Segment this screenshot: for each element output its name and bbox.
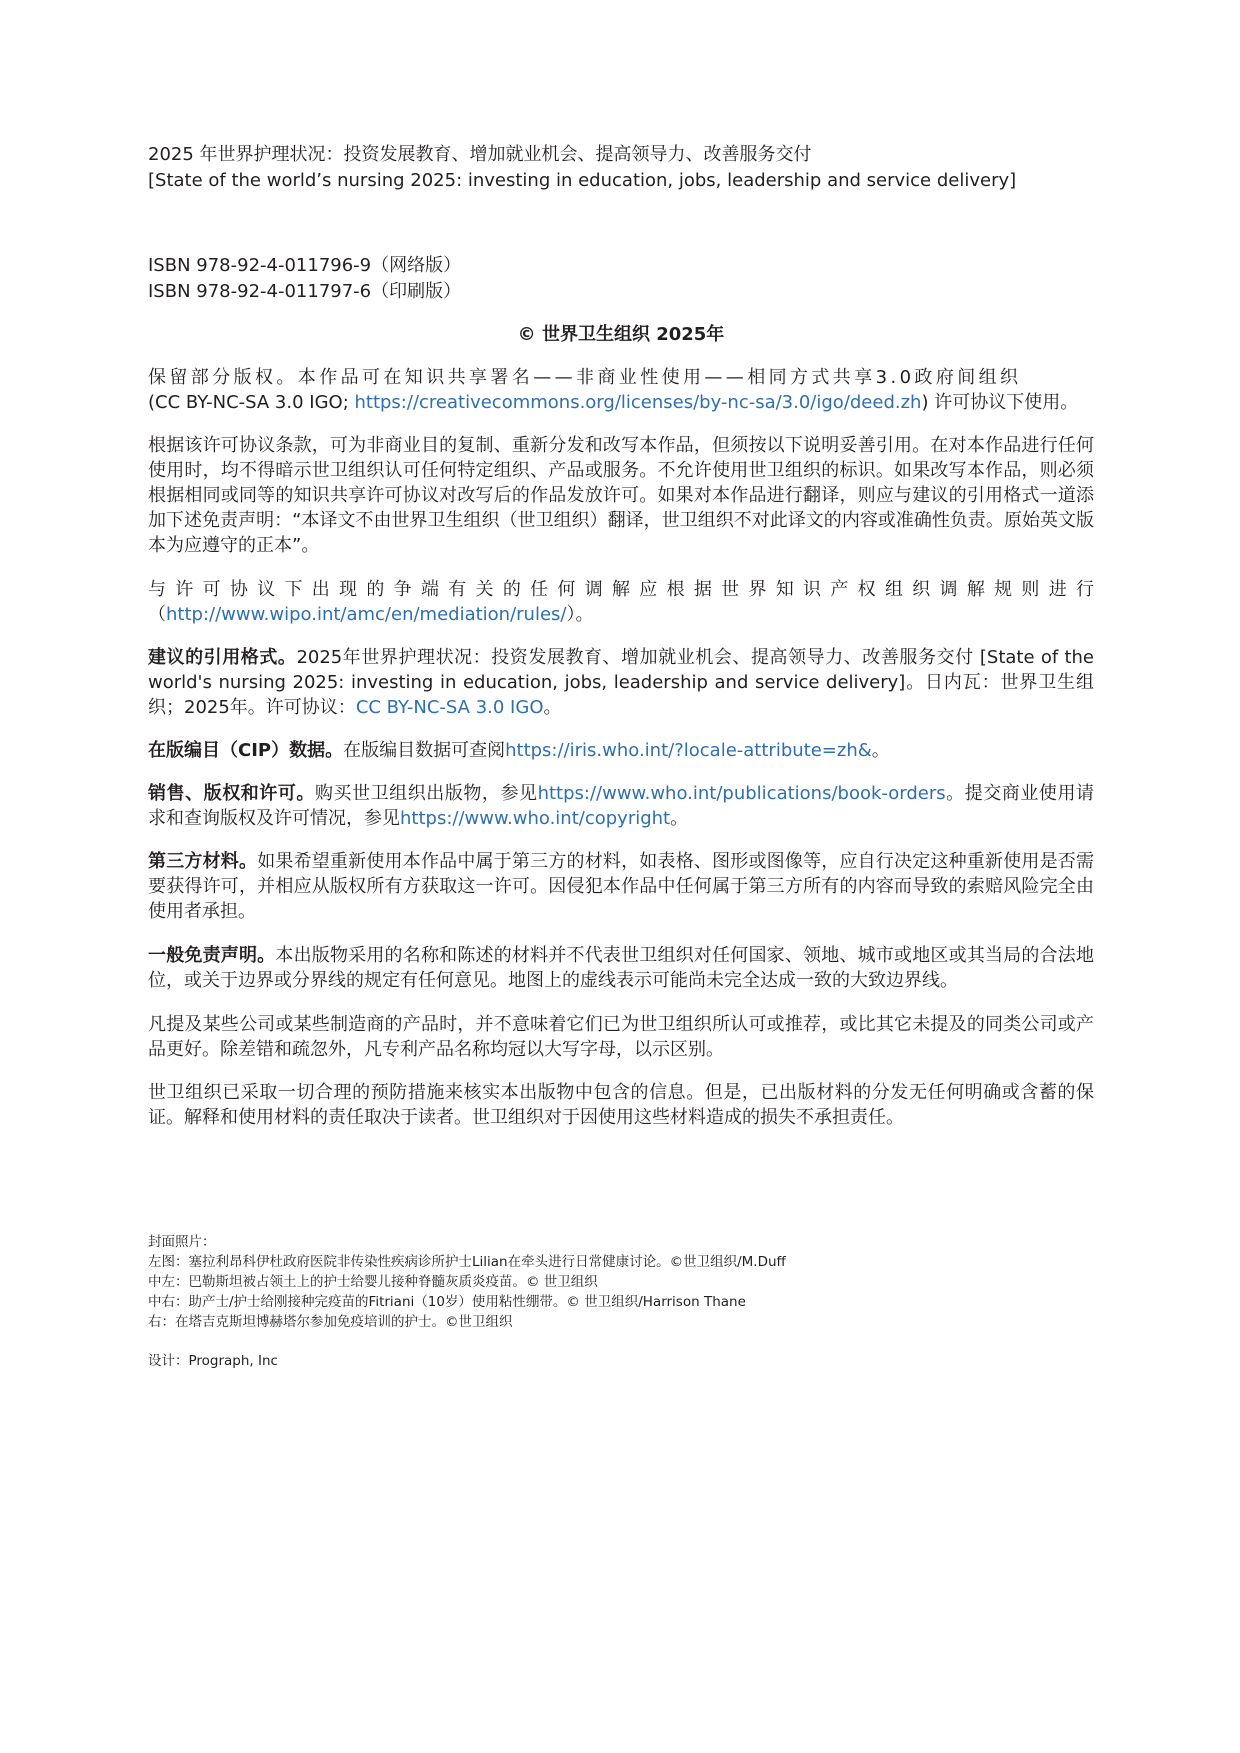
license-link[interactable]: https://creativecommons.org/licenses/by-nc-sa/3.0/igo/deed.zh: [354, 392, 922, 413]
third-party-block: [148, 849, 1094, 924]
citation-paragraph: [148, 645, 1094, 720]
cip-lead: 在版编目（CIP）数据。: [148, 740, 344, 761]
terms-paragraph: 根据该许可协议条款，可为非商业目的复制、重新分发和改写本作品，但须按以下说明妥善引用。在对本作品进行任何使用时，均不得暗示世卫组织认可任何特定组织、产品或服务。不允许使用世卫组织的标识。如果改写本作品，则必须根据相同或同等的知识共享许可协议对改写后的作品发放许可。如果对本作品进行翻译，则应与建议的引用格式一道添加下述免责声明：“本译文不由世界卫生组织（世卫组织）翻译，世卫组织不对此译文的内容或准确性负责。原始英文版本为应遵守的正本”。: [148, 435, 1094, 556]
isbn-print: ISBN 978-92-4-011797-6（印刷版）: [148, 281, 462, 302]
copyright-line: © 世界卫生组织 2025年: [517, 324, 725, 345]
license-line-2: [148, 390, 1094, 415]
sales-paragraph: [148, 781, 1094, 831]
license-pre: (CC BY-NC-SA 3.0 IGO;: [148, 392, 355, 413]
book-orders-link[interactable]: https://www.who.int/publications/book-orders: [537, 783, 946, 804]
disclaimer-text: 本出版物采用的名称和陈述的材料并不代表世卫组织对任何国家、领地、城市或地区或其当局的合法地位，或关于边界或分界线的规定有任何意见。地图上的虚线表示可能尚未完全达成一致的大致边界线。: [148, 945, 1094, 991]
cover-credits: [148, 1232, 1094, 1332]
sales-post: 。: [670, 808, 689, 829]
cover-credit-middle-left: 中左：巴勒斯坦被占领土上的护士给婴儿接种脊髓灰质炎疫苗。© 世卫组织: [148, 1274, 598, 1290]
third-party-text: 如果希望重新使用本作品中属于第三方的材料，如表格、图形或图像等，应自行决定这种重新使用是否需要获得许可，并相应从版权所有方获取这一许可。因侵犯本作品中任何属于第三方所有的内容而导致的索赔风险完全由使用者承担。: [148, 851, 1095, 922]
cip-block: [148, 738, 1094, 763]
title-en: [State of the world’s nursing 2025: investing in education, jobs, leadership and service delivery]: [148, 170, 1017, 191]
mediation-link[interactable]: http://www.wipo.int/amc/en/mediation/rules/: [166, 604, 567, 625]
title-block: [148, 142, 1094, 194]
sales-lead: 销售、版权和许可。: [148, 783, 315, 804]
third-party-lead: 第三方材料。: [148, 851, 258, 872]
citation-post: 。: [543, 697, 562, 718]
terms-block: [148, 433, 1094, 558]
mediation-text: 与许可协议下出现的争端有关的任何调解应根据世界知识产权组织调解规则进行 （: [148, 579, 1094, 625]
license-post: ) 许可协议下使用。: [921, 392, 1079, 413]
license-paragraph: [148, 365, 1094, 415]
isbn-block: [148, 253, 1094, 305]
sales-block: [148, 781, 1094, 831]
disclaimer-lead: 一般免责声明。: [148, 945, 276, 966]
mediation-block: [148, 577, 1094, 627]
cip-paragraph: [148, 738, 1094, 763]
disclaimer-paragraph: [148, 943, 1094, 993]
copyright-link[interactable]: https://www.who.int/copyright: [400, 808, 671, 829]
citation-text: 2025年世界护理状况：投资发展教育、增加就业机会、提高领导力、改善服务交付 [State of the world's nursing 2025: investing in education, jobs, leadership and service delivery]。日内瓦：世界卫生组织；2025年。许可协议：: [148, 647, 1095, 718]
precautions-block: [148, 1080, 1094, 1130]
cover-credit-right: 右：在塔吉克斯坦博赫塔尔参加免疫培训的护士。©世卫组织: [148, 1314, 513, 1330]
companies-block: [148, 1012, 1094, 1062]
citation-lead: 建议的引用格式。: [148, 647, 297, 668]
mediation-post: ）。: [566, 604, 594, 625]
citation-block: [148, 645, 1094, 720]
isbn-web: ISBN 978-92-4-011796-9（网络版）: [148, 255, 462, 276]
copyright-block: [148, 322, 1094, 348]
design-credit: 设计：Prograph, Inc: [148, 1353, 278, 1369]
mediation-paragraph: [148, 577, 1094, 627]
sales-text-1: 购买世卫组织出版物，参见: [314, 783, 538, 804]
disclaimer-block: [148, 943, 1094, 993]
title-zh: 2025 年世界护理状况：投资发展教育、增加就业机会、提高领导力、改善服务交付: [148, 144, 812, 165]
third-party-paragraph: [148, 849, 1094, 924]
cover-heading: 封面照片：: [148, 1234, 216, 1250]
cover-credit-middle-right: 中右：助产士/护士给刚接种完疫苗的Fitriani（10岁）使用粘性绷带。© 世卫组织/Harrison Thane: [148, 1294, 746, 1310]
cip-post: 。: [871, 740, 890, 761]
precautions-paragraph: 世卫组织已采取一切合理的预防措施来核实本出版物中包含的信息。但是，已出版材料的分发无任何明确或含蓄的保证。解释和使用材料的责任取决于读者。世卫组织对于因使用这些材料造成的损失不承担责任。: [148, 1082, 1094, 1128]
license-line-1: 保留部分版权。本作品可在知识共享署名——非商业性使用——相同方式共享3.0政府间组织: [148, 367, 1022, 388]
cover-credit-left: 左图：塞拉利昂科伊杜政府医院非传染性疾病诊所护士Lilian在牵头进行日常健康讨论。©世卫组织/M.Duff: [148, 1254, 786, 1270]
sales-text-2: 。提交商业使用请求和查询版权及许可情况，参见: [148, 783, 1095, 829]
cip-link[interactable]: https://iris.who.int/?locale-attribute=zh&: [505, 740, 872, 761]
companies-paragraph: 凡提及某些公司或某些制造商的产品时，并不意味着它们已为世卫组织所认可或推荐，或比其它未提及的同类公司或产品更好。除差错和疏忽外，凡专利产品名称均冠以大写字母，以示区别。: [148, 1014, 1094, 1060]
citation-link[interactable]: CC BY-NC-SA 3.0 IGO: [355, 697, 544, 718]
design-credit-block: [148, 1351, 1094, 1371]
cip-text: 在版编目数据可查阅: [343, 740, 506, 761]
